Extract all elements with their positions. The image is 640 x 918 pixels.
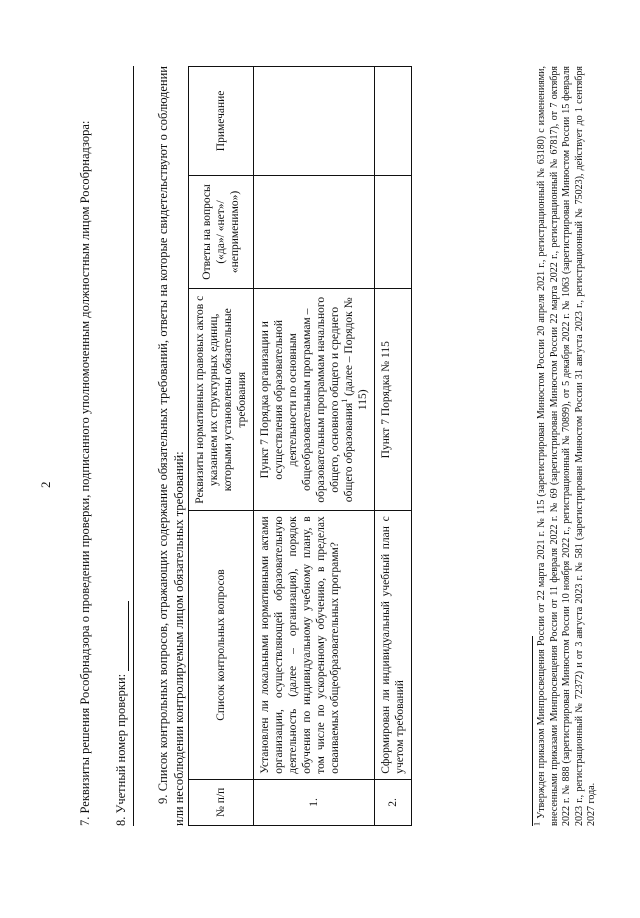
page-number: 2: [38, 481, 53, 488]
item-8-rule: [133, 66, 134, 826]
item-7-text: 7. Реквизиты решения Рособрнадзора о проведении проверки, подписанного уполномоченным должностным лицом Рособрнадзора:: [78, 120, 92, 826]
item-8-line: [114, 601, 129, 826]
header-question: Список контрольных вопросов: [189, 511, 254, 779]
row-2-num: 2.: [375, 779, 412, 825]
row-1-requisite-tail: (далее – Порядок № 115): [343, 297, 369, 411]
header-requisites: Реквизиты нормативных правовых актов с указанием их структурных единиц, которыми установлены обязательные требования: [189, 289, 254, 511]
footnote: [532, 66, 599, 826]
row-1-requisite: [254, 289, 375, 511]
table-row: [375, 67, 412, 826]
row-1-question: Установлен ли локальными нормативными актами организации, осуществляющей образовательную деятельность (далее – организация), порядок обучения по индивидуальному учебному плану, в том числе по ускоренному обучению, в пределах осваиваемых общеобразовательных программ?: [254, 511, 375, 779]
footnote-ref-1: 1: [340, 398, 350, 403]
header-note: Примечание: [189, 67, 254, 176]
header-answers: Ответы на вопросы («да»/ «нет»/ «неприменимо»): [189, 175, 254, 288]
row-2-note[interactable]: [375, 67, 412, 176]
footnote-text: Утвержден приказом Минпросвещения России от 22 марта 2021 г. № 115 (зарегистрирован Минюстом России 20 апреля 2021 г., регистрационный № 63180) с изменениями, внесенными приказами Минпросвещения России от 11 февраля 2022 г. № 69 (зарегистрирован Минюстом России 22 марта 2022 г., регистрационный № 67817), от 7 октября 2022 г. № 888 (зарегистрирован Минюстом России 10 ноября 2022 г., регистрационный № 70899), от 5 декабря 2022 г. № 1063 (зарегистрирован Минюстом России 15 февраля 2023 г., регистрационный № 72372) и от 3 августа 2023 г. № 581 (зарегистрирован Минюстом России 31 августа 2023 г., регистрационный № 75023), действует до 1 сентября 2027 года.: [536, 66, 597, 826]
header-num: № п/п: [189, 779, 254, 825]
row-2-question: Сформирован ли индивидуальный учебный план с учетом требований: [375, 511, 412, 779]
table-header-row: [189, 67, 254, 826]
footnote-marker: 1: [532, 822, 542, 826]
row-1-note[interactable]: [254, 67, 375, 176]
requirements-table: [188, 66, 412, 826]
row-1-requisite-text: Пункт 7 Порядка организации и осуществления образовательной деятельности по основным общеобразовательным программам – образовательным программам начального общего, основного общего и среднего общего образования: [259, 296, 355, 503]
item-8-label: 8. Учетный номер проверки:: [114, 673, 128, 826]
item-8-blank: [116, 601, 129, 671]
row-2-requisite: Пункт 7 Порядка № 115: [375, 289, 412, 511]
table-row: [254, 67, 375, 826]
row-1-num: 1.: [254, 779, 375, 825]
row-1-answer[interactable]: [254, 175, 375, 288]
footnote-separator: [532, 636, 533, 826]
item-9-text: 9. Список контрольных вопросов, отражающих содержание обязательных требований, ответы на которые свидетельствуют о соблюдении или несоблюдении контролируемым лицом обязательных требований:: [156, 66, 186, 826]
row-2-answer[interactable]: [375, 175, 412, 288]
